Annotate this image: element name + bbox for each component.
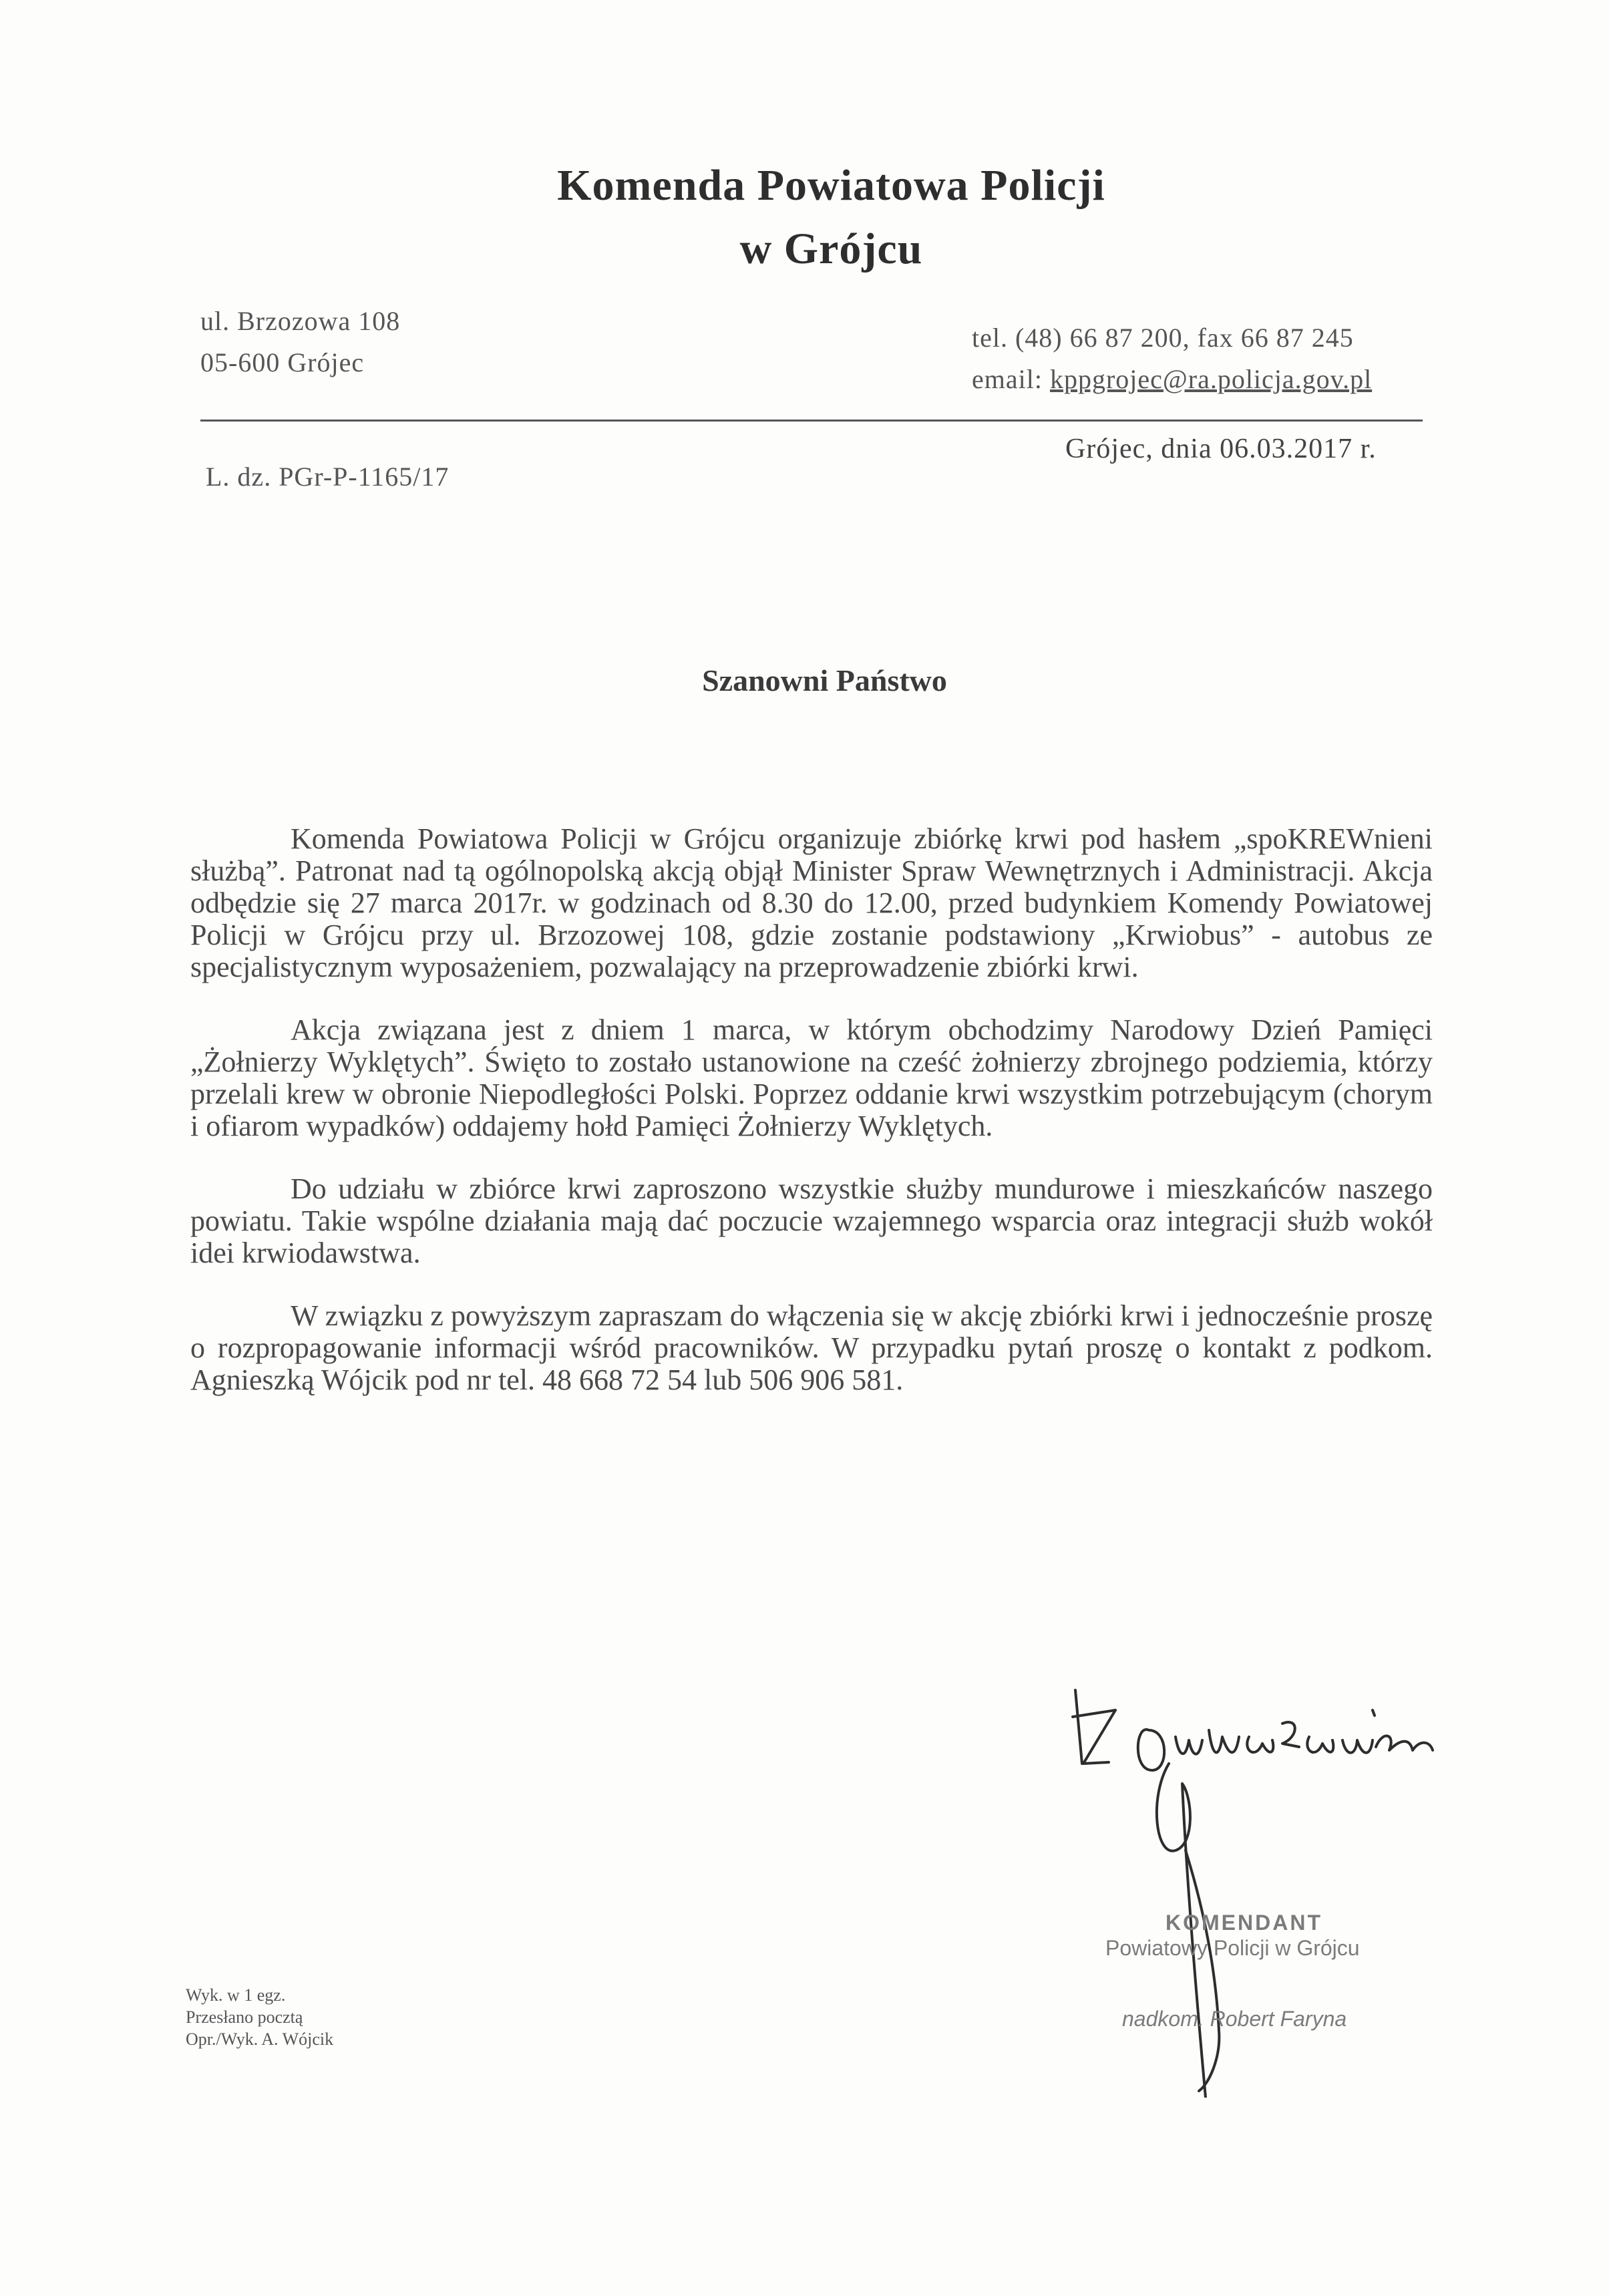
stamp-title: KOMENDANT — [1166, 1911, 1322, 1935]
footer-copies: Wyk. w 1 egz. — [186, 1985, 286, 2005]
header-divider — [200, 420, 1423, 422]
letter-body — [190, 823, 1433, 1427]
letterhead-title: Komenda Powiatowa Policji — [557, 161, 1105, 210]
body-paragraph: W związku z powyższym zapraszam do włączenia się w akcję zbiórki krwi i jednocześnie proszę o rozpropagowanie informacji wśród pracowników. W przypadku pytań proszę o kontakt z podkom. Agnieszką Wójcik pod nr tel. 48 668 72 54 lub 506 906 581. — [190, 1299, 1433, 1396]
email-line — [972, 359, 1372, 400]
letter-date: Grójec, dnia 06.03.2017 r. — [1065, 434, 1377, 464]
handwritten-signature — [1069, 1683, 1443, 2098]
phone-line: tel. (48) 66 87 200, fax 66 87 245 — [972, 323, 1354, 353]
contact-info — [972, 317, 1372, 400]
footer-delivery: Przesłano pocztą — [186, 2007, 303, 2027]
document-footer — [186, 1984, 333, 2050]
email-link[interactable]: kppgrojec@ra.policja.gov.pl — [1049, 364, 1373, 394]
reference-number: L. dz. PGr-P-1165/17 — [206, 462, 450, 492]
body-paragraph: Akcja związana jest z dniem 1 marca, w którym obchodzimy Narodowy Dzień Pamięci „Żołnierzy Wyklętych”. Święto to zostało ustanowione na cześć żołnierzy zbrojnego podziemia, którzy przelali krew w obronie Niepodległości Polski. Poprzez oddanie krwi wszystkim potrzebującym (chorym i ofiarom wypadków) oddajemy hołd Pamięci Żołnierzy Wyklętych. — [190, 1013, 1433, 1142]
stamp-unit: Powiatowy Policji w Grójcu — [1105, 1936, 1360, 1960]
body-paragraph: Do udziału w zbiórce krwi zaproszono wszystkie służby mundurowe i mieszkańców naszego powiatu. Takie wspólne działania mają dać poczucie wzajemnego wsparcia oraz integracji służb wokół idei krwiodawstwa. — [190, 1172, 1433, 1269]
street-line: ul. Brzozowa 108 — [200, 306, 401, 336]
stamp-name: nadkom. Robert Faryna — [1122, 2007, 1347, 2031]
city-line: 05-600 Grójec — [200, 347, 365, 377]
body-paragraph: Komenda Powiatowa Policji w Grójcu organizuje zbiórkę krwi pod hasłem „spoKREWnieni służbą”. Patronat nad tą ogólnopolską akcją objął Minister Spraw Wewnętrznych i Administracji. Akcja odbędzie się 27 marca 2017r. w godzinach od 8.30 do 12.00, przed budynkiem Komendy Powiatowej Policji w Grójcu przy ul. Brzozowej 108, gdzie zostanie podstawiony „Krwiobus” - autobus ze specjalistycznym wyposażeniem, pozwalający na przeprowadzenie zbiórki krwi. — [190, 822, 1433, 983]
sender-address — [200, 301, 400, 383]
salutation: Szanowni Państwo — [702, 663, 947, 697]
letterhead-subtitle: w Grójcu — [739, 224, 923, 273]
email-label: email: — [972, 364, 1043, 394]
footer-author: Opr./Wyk. A. Wójcik — [186, 2029, 334, 2049]
